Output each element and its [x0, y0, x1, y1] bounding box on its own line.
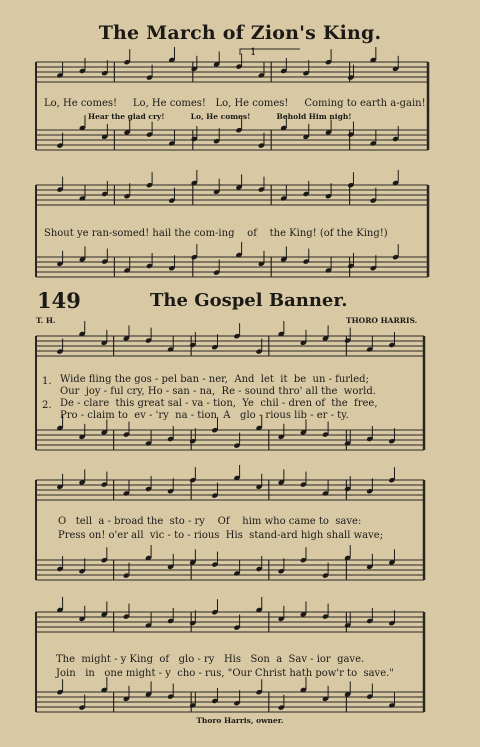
- hymn-title: The March of Zion's King.: [98, 22, 382, 44]
- lyric-line: Hear the glad cry! Lo, He comes! Behold Him nigh!: [88, 112, 352, 121]
- lyric-line: Our joy - ful cry, Ho - san - na, Re - sound thro' all the world.: [60, 386, 376, 397]
- ending-bracket: [240, 49, 300, 55]
- lyric-line: Pro - claim to ev - 'ry na - tion A glo - rious lib - er - ty.: [60, 410, 349, 421]
- lyric-line: O tell a - broad the sto - ry Of him who came to save:: [58, 516, 362, 527]
- verse-number: 2.: [42, 400, 52, 411]
- hymn2-system2-bass-staff: [36, 560, 424, 580]
- hymn2-system3-treble-staff: [36, 612, 424, 632]
- hymn2-system1-treble-staff: [36, 336, 424, 356]
- hymn2-system1-bass-staff: [36, 430, 424, 450]
- hymn-title: The Gospel Banner.: [150, 290, 348, 311]
- lyric-line: Shout ye ran-somed! hail the com-ing of the King! (of the King!): [44, 228, 388, 239]
- lyric-line: The might - y King of glo - ry His Son a Sav - ior gave.: [56, 654, 365, 665]
- verse-number: 1.: [42, 376, 52, 387]
- lyric-line: De - clare this great sal - va - tion, Ye chil - dren of the free,: [60, 398, 378, 409]
- words-credit: T. H.: [36, 316, 56, 325]
- hymn1-system2-bass-staff: [36, 257, 428, 277]
- lyric-line: Join in one might - y cho - rus, "Our Christ hath pow'r to save.": [56, 668, 394, 679]
- hymn2-system2-treble-staff: [36, 480, 424, 500]
- hymn1-system2-treble-staff: [36, 185, 428, 205]
- hymn1-system1-treble-staff: [36, 62, 428, 82]
- ending-number: 1: [250, 47, 257, 58]
- hymn2-system3-bass-staff: [36, 692, 424, 712]
- lyric-line: Lo, He comes! Lo, He comes! Lo, He comes! Coming to earth a-gain!: [44, 98, 426, 109]
- hymn1-system1-bass-staff: [36, 130, 428, 150]
- music-credit: THORO HARRIS.: [346, 316, 418, 325]
- hymn-number: 149: [37, 288, 81, 313]
- lyric-line: Press on! o'er all vic - to - rious His stand-ard high shall wave;: [58, 530, 384, 541]
- lyric-line: Wide fling the gos - pel ban - ner, And let it be un - furled;: [60, 374, 369, 385]
- copyright-notice: Thoro Harris, owner.: [196, 716, 284, 725]
